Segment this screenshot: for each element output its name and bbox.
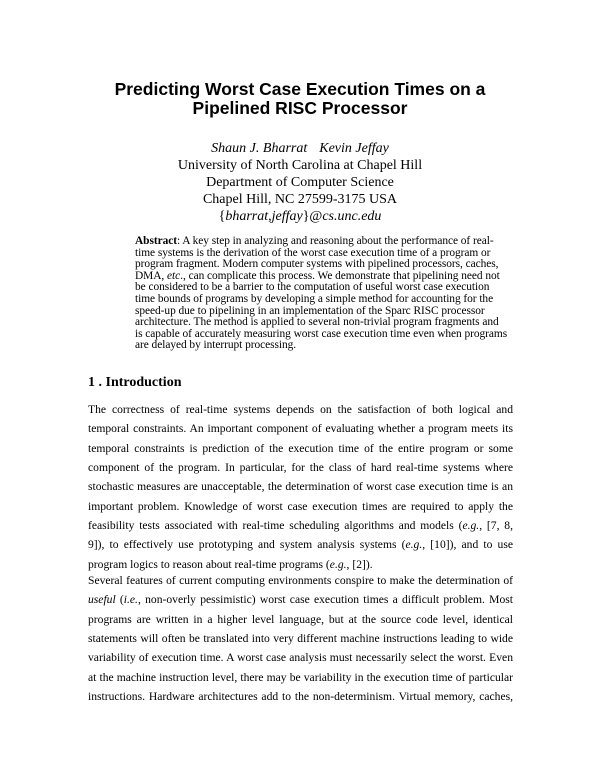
author-name-1: Shaun J. Bharrat [211,141,308,156]
p2-line-2 [88,590,513,609]
email-brace-close: }@ [302,209,323,224]
p2-line-2-a: ( [115,593,124,607]
abstract-line-3: program fragment. Modern computer systems with pipelined processors, caches, [135,258,499,271]
p1-line-1: The correctness of real-time systems depends on the satisfaction of both logical and [88,403,513,416]
p2-line-5: variability of execution time. A worst case analysis must necessarily select the worst. Even [88,651,513,665]
p1-eg-2: e.g. [405,538,423,552]
abstract [135,235,508,352]
section-heading-introduction: 1 . Introduction [88,375,182,390]
p2-line-7: instructions. Hardware architectures add to the non-determinism. Virtual memory, caches, [88,690,513,704]
p1-line-6: important problem. Knowledge of worst case execution times are required to apply the [88,499,513,513]
abstract-line-7: speed-up due to pipelining in an implementation of the Sparc RISC processor [135,304,485,317]
abstract-line-5: be considered to be a barrier to the computation of useful worst case execution [135,281,490,294]
abstract-line-10: are delayed by interrupt processing. [135,339,297,352]
p1-line-7-tail: , [7, 8, [479,519,513,533]
intro-paragraph-1 [88,400,513,574]
abstract-line-8: architecture. The method is applied to several non-trivial program fragments and [135,316,499,329]
p2-line-1: Several features of current computing environments conspire to make the determination of [88,574,513,587]
title-line-1: Predicting Worst Case Execution Times on a [114,79,486,99]
p1-line-9-a: program logics to reason about real-time programs ( [88,557,330,571]
p2-line-4: statements will often be translated into very different machine instructions leading to wide [88,632,513,646]
abstract-line-2: time systems is the derivation of the worst case execution time of a program or [135,246,491,259]
p2-useful: useful [88,593,116,607]
email-domain: cs.unc.edu [322,209,382,224]
author-email [60,208,540,225]
p1-line-4: component of the program. In particular, for the class of hard real-time systems where [88,461,513,475]
author-department: Department of Computer Science [206,175,394,190]
abstract-line-9: is capable of accurately measuring worst case execution time even when programs [135,327,508,340]
author-address: Chapel Hill, NC 27599-3175 USA [202,192,398,207]
paper-title [60,80,540,118]
abstract-line-1-text: : A key step in analyzing and reasoning about the performance of real- [177,235,494,247]
abstract-label: Abstract [135,235,177,247]
abstract-line-4-rest: ., can complicate this process. We demonstrate that pipelining need not [180,269,500,282]
p1-line-9-b: , [2]). [346,557,373,571]
p1-line-3: temporal constraints is prediction of the execution time of the entire program or some [88,441,513,455]
intro-paragraph-2 [88,571,513,706]
p2-line-3: programs are written in a higher level language, but at the source code level, identical [88,612,513,626]
p1-eg-3: e.g. [329,557,347,571]
p1-line-8-a: 9]), to effectively use prototyping and system analysis systems ( [88,538,406,552]
abstract-line-4-start: DMA, [135,269,168,282]
p1-line-8 [88,535,513,554]
p1-line-7 [88,516,513,535]
abstract-line-6: time bounds of programs by developing a simple method for accounting for the [135,292,494,305]
p1-eg-1: e.g. [462,519,480,533]
title-line-2: Pipelined RISC Processor [192,98,408,118]
email-brace-open: { [218,209,226,224]
author-name-2: Kevin Jeffay [319,141,389,156]
abstract-line-1 [135,235,494,248]
email-names: bharrat,jeffay [225,209,303,224]
p1-line-8-b: , [10]), and to use [422,538,514,552]
author-affiliation: University of North Carolina at Chapel Hill [177,158,423,173]
p2-line-6: at the machine instruction level, there may be variability in the execution time of particular [88,670,513,684]
author-names [60,140,540,157]
p1-line-2: temporal constraints. An important component of evaluating whether a program meets its [88,422,513,436]
author-block [60,140,540,225]
abstract-etc: etc [167,269,181,282]
p1-line-5: stochastic measures are unacceptable, the determination of worst case execution time is an [88,480,513,494]
p2-ie: i.e. [123,593,138,607]
p2-line-2-b: , non-overly pessimistic) worst case execution times a difficult problem. Most [137,593,513,607]
p1-line-7-text: feasibility tests associated with real-time scheduling algorithms and models ( [88,519,463,533]
